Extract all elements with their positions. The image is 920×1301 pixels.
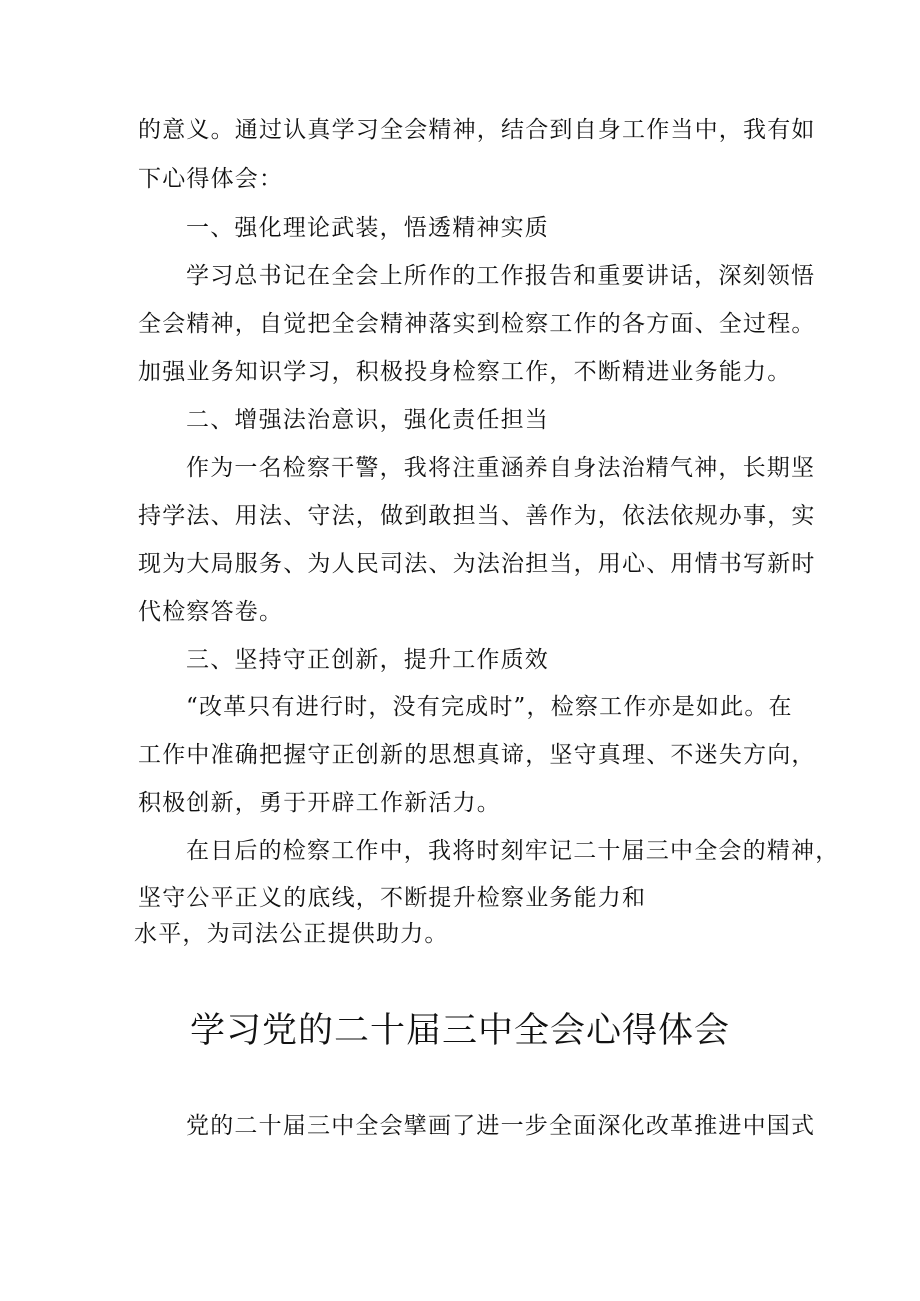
paragraph-line: 的意义。通过认真学习全会精神，结合到自身工作当中，我有如 xyxy=(138,117,816,143)
paragraph-line: 下心得体会： xyxy=(138,166,284,192)
paragraph-line: 水平，为司法公正提供助力。 xyxy=(134,921,449,947)
paragraph-line: 党的二十届三中全会擘画了进一步全面深化改革推进中国式 xyxy=(186,1113,816,1139)
paragraph-line: 在日后的检察工作中，我将时刻牢记二十届三中全会的精神， xyxy=(186,838,840,864)
document-title: 学习党的二十届三中全会心得体会 xyxy=(189,1011,730,1051)
paragraph-line: 全会精神，自觉把全会精神落实到检察工作的各方面、全过程。 xyxy=(138,311,816,337)
section-heading: 三、坚持守正创新，提升工作质效 xyxy=(186,647,549,673)
section-heading: 二、增强法治意识，强化责任担当 xyxy=(186,407,549,433)
paragraph-line: 作为一名检察干警，我将注重涵养自身法治精气神，长期坚 xyxy=(186,455,816,481)
paragraph-line: 积极创新，勇于开辟工作新活力。 xyxy=(138,790,501,816)
paragraph-line: 工作中准确把握守正创新的思想真谛，坚守真理、不迷失方向， xyxy=(138,742,816,768)
paragraph-line: 坚守公平正义的底线，不断提升检察业务能力和 xyxy=(138,885,647,911)
paragraph-line: 代检察答卷。 xyxy=(138,599,284,625)
paragraph-line: 学习总书记在全会上所作的工作报告和重要讲话，深刻领悟 xyxy=(186,263,816,289)
section-heading: 一、强化理论武装，悟透精神实质 xyxy=(186,215,549,241)
paragraph-line: 持学法、用法、守法，做到敢担当、善作为，依法依规办事，实 xyxy=(138,503,816,529)
paragraph-line: 加强业务知识学习，积极投身检察工作，不断精进业务能力。 xyxy=(138,359,792,385)
paragraph-line: 现为大局服务、为人民司法、为法治担当，用心、用情书写新时 xyxy=(138,551,816,577)
paragraph-line: “改革只有进行时，没有完成时”，检察工作亦是如此。在 xyxy=(186,694,793,720)
